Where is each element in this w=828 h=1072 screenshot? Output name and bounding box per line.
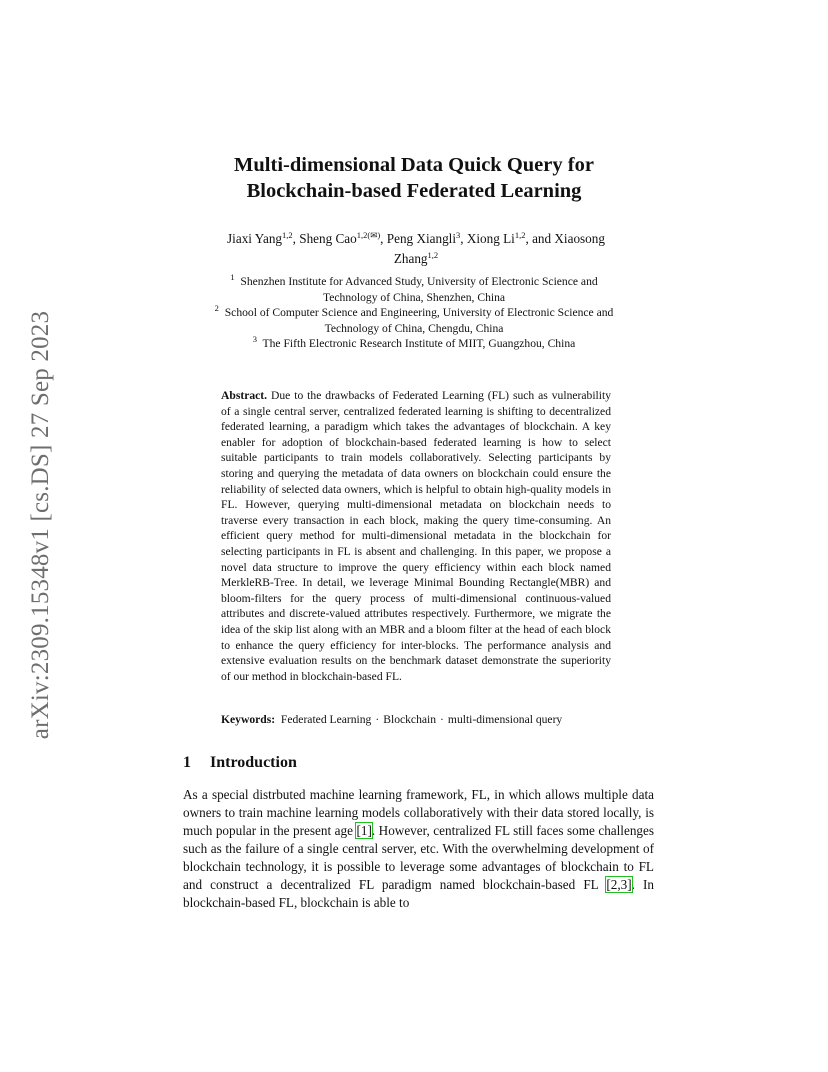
- affiliation-number: 3: [252, 334, 257, 344]
- keyword-item: Blockchain: [383, 713, 437, 726]
- section-number: 1: [183, 754, 191, 771]
- affiliation-item: [170, 274, 658, 305]
- author-name: and Xiaosong: [532, 231, 605, 246]
- author-affiliation-mark: 3: [456, 230, 461, 240]
- author-name: Zhang: [393, 251, 428, 266]
- author-name: Jiaxi Yang: [227, 231, 283, 246]
- affiliation-list: [170, 274, 658, 352]
- arxiv-identifier-text: arXiv:2309.15348v1 [cs.DS] 27 Sep 2023: [27, 310, 54, 740]
- affiliation-text: Technology of China, Shenzhen, China: [322, 290, 506, 304]
- affiliation-text: Technology of China, Chengdu, China: [324, 321, 504, 335]
- affiliation-number: 2: [214, 303, 219, 313]
- abstract-label: Abstract.: [221, 389, 268, 402]
- paragraph-text: As a special distrbuted machine learning framework, FL, in which allows multiple data owners to train machine learning models collaboratively with their data stored locally, is much popular in the present age: [183, 787, 654, 838]
- abstract: [221, 388, 611, 684]
- paragraph-text: . However, centralized FL still faces some challenges such as the failure of a single central server, etc. With the overwhelming development of blockchain technology, it is possible to leverage some advantages of blockchain to FL and construct a decentralized FL paradigm named blockchain-based FL: [183, 823, 654, 892]
- author-name: Peng Xiangli: [386, 231, 456, 246]
- paper-title-line-2: Blockchain-based Federated Learning: [246, 180, 582, 202]
- introduction-paragraph: [183, 786, 654, 912]
- keyword-separator: ·: [440, 713, 444, 726]
- author-affiliation-mark: 1,2: [282, 230, 293, 240]
- affiliation-text: The Fifth Electronic Research Institute of MIIT, Guangzhou, China: [262, 337, 576, 350]
- section-heading-introduction: [183, 753, 297, 773]
- author-affiliation-mark: 1,2: [514, 230, 526, 240]
- citation-link[interactable]: [1]: [356, 823, 372, 838]
- citation-link[interactable]: [2,3]: [606, 877, 632, 892]
- affiliation-text: Shenzhen Institute for Advanced Study, University of Electronic Science and: [240, 275, 598, 288]
- keyword-separator: ·: [375, 713, 380, 726]
- abstract-text: Due to the drawbacks of Federated Learning (FL) such as vulnerability of a single central server, centralized federated learning is shifting to decentralized federated learning, a paradigm which takes the advantages of blockchain. A key enabler for adoption of blockchain-based federated learning is how to select suitable participants to train models collaboratively. Selecting participants by storing and querying the metadata of data owners on blockchain could ensure the reliability of selected data owners, which is helpful to obtain high-quality models in FL. However, querying multi-dimensional metadata on blockchain needs to traverse every transaction in each block, making the query time-consuming. An efficient query method for multi-dimensional metadata in the blockchain for selecting participants in FL is absent and challenging. In this paper, we propose a novel data structure to improve the query efficiency within each block named MerkleRB-Tree. In detail, we leverage Minimal Bounding Rectangle(MBR) and bloom-filters for the query process of multi-dimensional continuous-valued attributes and discrete-valued attributes respectively. Furthermore, we migrate the idea of the skip list along with an MBR and a bloom filter at the head of each block to enhance the query efficiency for inter-blocks. The performance analysis and extensive evaluation results on the benchmark dataset demonstrate the superiority of our method in blockchain-based FL.: [221, 389, 611, 683]
- arxiv-identifier-stamp: [18, 290, 64, 760]
- keyword-item: multi-dimensional query: [447, 713, 563, 726]
- paper-title: [0, 152, 828, 204]
- paragraph-text: . In blockchain-based FL, blockchain is able to: [183, 877, 654, 910]
- author-affiliation-mark: 1,2(✉): [356, 230, 381, 240]
- author-list: Jiaxi Yang$^{1,2}$, Sheng Cao$^{1,2(✉)}$, Peng Xiangli$^3$, Xiong Li$^{1,2}$, and Xiaosong Zhang$^{1,2}$: [227, 230, 605, 266]
- author-name: Xiong Li: [466, 231, 515, 246]
- author-name: Sheng Cao: [299, 231, 357, 246]
- author-affiliation-mark: 1,2: [427, 250, 439, 260]
- keywords-label: Keywords:: [221, 713, 276, 726]
- affiliation-item: [170, 336, 658, 352]
- affiliation-item: [170, 305, 658, 336]
- keywords: [221, 712, 641, 727]
- paper-title-line-1: Multi-dimensional Data Quick Query for: [234, 154, 594, 176]
- keyword-item: Federated Learning: [280, 713, 372, 726]
- section-title: Introduction: [210, 754, 297, 771]
- affiliation-number: 1: [230, 272, 235, 282]
- affiliation-text: School of Computer Science and Engineering, University of Electronic Science and: [224, 306, 614, 319]
